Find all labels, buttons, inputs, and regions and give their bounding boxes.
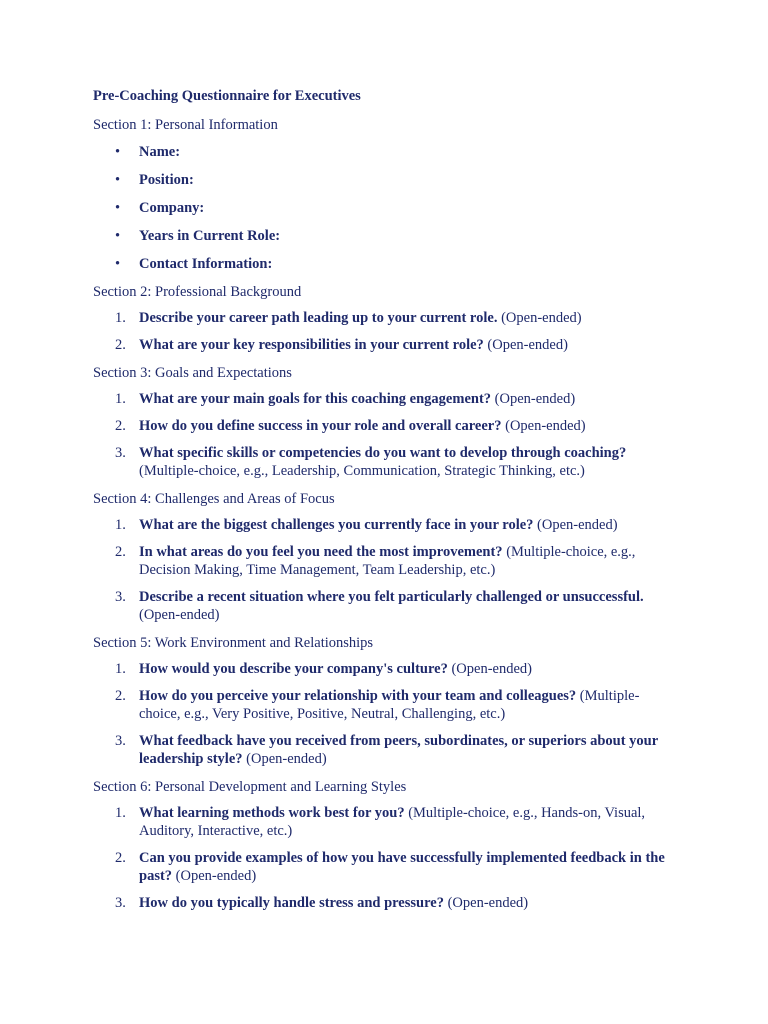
question-number: 3.: [115, 445, 126, 461]
bullet-list: [93, 142, 693, 274]
bullet-icon: •: [115, 256, 121, 272]
question-item: [93, 309, 679, 327]
question-number: 3.: [115, 733, 126, 749]
question-item: [93, 417, 679, 435]
question-number: 2.: [115, 337, 126, 353]
question-item: [93, 732, 679, 768]
question-list: [93, 804, 693, 912]
question-type: (Open-ended): [172, 868, 257, 884]
bullet-icon: •: [115, 172, 121, 188]
field-label: Name:: [139, 144, 181, 160]
question-text: Describe your career path leading up to your current role.: [139, 310, 498, 326]
question-list: [93, 390, 693, 480]
question-text: How do you define success in your role and overall career?: [139, 418, 502, 434]
question-type: (Open-ended): [139, 607, 220, 623]
list-item: [93, 226, 693, 246]
question-number: 1.: [115, 310, 126, 326]
question-text: How do you perceive your relationship with your team and colleagues?: [139, 688, 577, 704]
question-list: [93, 309, 693, 354]
document-page: [93, 86, 693, 921]
bullet-icon: •: [115, 200, 121, 216]
question-item: [93, 894, 679, 912]
question-item: [93, 543, 679, 579]
question-type: (Open-ended): [483, 337, 568, 353]
question-text: How do you typically handle stress and pressure?: [139, 895, 444, 911]
field-label: Company:: [139, 200, 205, 216]
section-heading: Section 2: Professional Background: [93, 284, 302, 300]
section-professional-background: [93, 282, 693, 354]
question-text: In what areas do you feel you need the most improvement?: [139, 544, 503, 560]
question-number: 2.: [115, 688, 126, 704]
question-type: (Multiple-choice, e.g., Decision Making, Time Management, Team Leadership, etc.): [139, 544, 636, 578]
question-item: [93, 804, 679, 840]
section-heading: Section 6: Personal Development and Learning Styles: [93, 779, 407, 795]
question-list: [93, 516, 693, 624]
section-heading: Section 1: Personal Information: [93, 117, 278, 133]
question-type: (Open-ended): [533, 517, 618, 533]
question-type: (Multiple-choice, e.g., Very Positive, Positive, Neutral, Challenging, etc.): [139, 688, 640, 722]
document-title: Pre-Coaching Questionnaire for Executives: [93, 88, 361, 104]
question-item: [93, 444, 679, 480]
question-number: 2.: [115, 850, 126, 866]
question-item: [93, 588, 679, 624]
list-item: [93, 142, 693, 162]
question-item: [93, 516, 679, 534]
question-number: 1.: [115, 517, 126, 533]
section-personal-information: [93, 115, 693, 274]
question-text: What feedback have you received from peers, subordinates, or superiors about your leadership style?: [139, 733, 658, 767]
question-number: 1.: [115, 661, 126, 677]
question-text: What specific skills or competencies do you want to develop through coaching?: [139, 445, 627, 461]
question-text: Describe a recent situation where you felt particularly challenged or unsuccessful.: [139, 589, 644, 605]
section-heading: Section 3: Goals and Expectations: [93, 365, 292, 381]
field-label: Years in Current Role:: [139, 228, 281, 244]
field-label: Position:: [139, 172, 194, 188]
question-type: (Open-ended): [242, 751, 327, 767]
list-item: [93, 198, 693, 218]
bullet-icon: •: [115, 144, 121, 160]
question-list: [93, 660, 693, 768]
question-type: (Open-ended): [491, 391, 576, 407]
question-type: (Multiple-choice, e.g., Leadership, Communication, Strategic Thinking, etc.): [139, 463, 585, 479]
question-text: What learning methods work best for you?: [139, 805, 405, 821]
question-text: Can you provide examples of how you have successfully implemented feedback in the past?: [139, 850, 665, 884]
question-number: 2.: [115, 418, 126, 434]
question-text: How would you describe your company's culture?: [139, 661, 448, 677]
question-item: [93, 336, 679, 354]
question-item: [93, 849, 679, 885]
section-heading: Section 4: Challenges and Areas of Focus: [93, 491, 335, 507]
section-challenges-and-areas-of-focus: [93, 489, 693, 624]
question-number: 1.: [115, 391, 126, 407]
question-type: (Open-ended): [501, 418, 586, 434]
question-number: 2.: [115, 544, 126, 560]
field-label: Contact Information:: [139, 256, 273, 272]
list-item: [93, 170, 693, 190]
list-item: [93, 254, 693, 274]
section-goals-and-expectations: [93, 363, 693, 480]
section-personal-development-and-learning-styles: [93, 777, 693, 912]
question-number: 3.: [115, 895, 126, 911]
question-item: [93, 687, 679, 723]
question-text: What are your main goals for this coaching engagement?: [139, 391, 492, 407]
section-work-environment-and-relationships: [93, 633, 693, 768]
question-number: 3.: [115, 589, 126, 605]
question-text: What are the biggest challenges you currently face in your role?: [139, 517, 534, 533]
question-type: (Multiple-choice, e.g., Hands-on, Visual, Auditory, Interactive, etc.): [139, 805, 646, 839]
bullet-icon: •: [115, 228, 121, 244]
question-number: 1.: [115, 805, 126, 821]
question-item: [93, 660, 679, 678]
question-type: (Open-ended): [443, 895, 529, 911]
section-heading: Section 5: Work Environment and Relationships: [93, 635, 374, 651]
question-item: [93, 390, 679, 408]
question-type: (Open-ended): [497, 310, 582, 326]
question-type: (Open-ended): [447, 661, 532, 677]
question-text: What are your key responsibilities in your current role?: [139, 337, 484, 353]
